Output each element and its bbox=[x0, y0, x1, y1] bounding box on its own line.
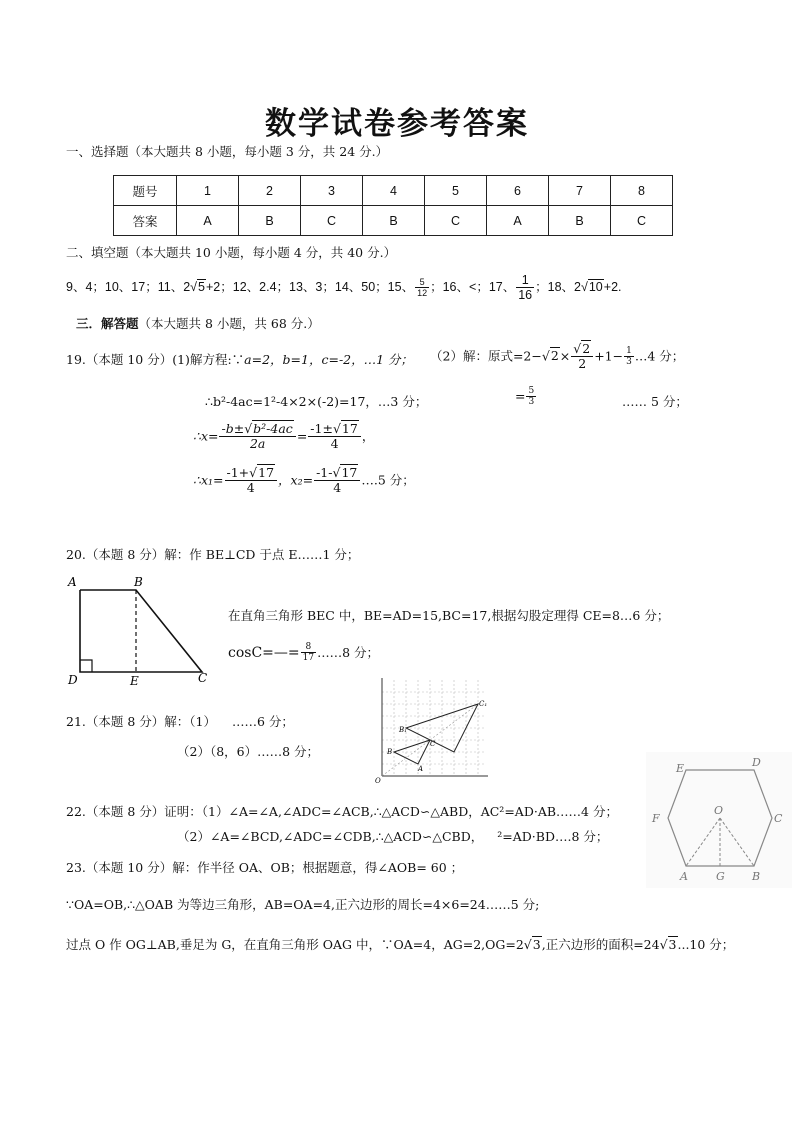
numerator: 1 bbox=[516, 273, 534, 288]
table-cell: C bbox=[611, 206, 673, 236]
label-b: B bbox=[387, 748, 393, 756]
text: 2 bbox=[574, 280, 581, 295]
answer-table bbox=[113, 175, 673, 236]
table-cell: A bbox=[487, 206, 549, 236]
text: a=2，b=1，c=-2，…1 分； bbox=[244, 352, 414, 367]
numerator: -1±√17 bbox=[308, 422, 361, 437]
q19-result bbox=[515, 386, 537, 408]
text: -1+ bbox=[226, 465, 250, 480]
fraction bbox=[301, 642, 316, 664]
table-cell: C bbox=[425, 206, 487, 236]
q23-line2: ∵OA=OB,∴△OAB 为等边三角形，AB=OA=4,正六边形的周长=4×6=24……5 分; bbox=[66, 897, 540, 912]
q19-roots bbox=[193, 466, 415, 496]
text: 过点 O 作 OG⊥AB,垂足为 G，在直角三角形 OAG 中，∵OA=4，AG=2,OG=2 bbox=[66, 937, 524, 952]
text: ；16、<；17、 bbox=[430, 280, 516, 295]
text: （本大题共 8 小题，共 68 分.） bbox=[138, 316, 320, 331]
q19-line1 bbox=[66, 350, 413, 368]
table-cell: 7 bbox=[549, 176, 611, 206]
denominator: 4 bbox=[333, 480, 342, 496]
fraction bbox=[219, 422, 295, 452]
text: 2 bbox=[183, 280, 191, 295]
table-cell: 8 bbox=[611, 176, 673, 206]
radicand: 10 bbox=[588, 280, 603, 295]
hexagon-figure bbox=[646, 752, 792, 888]
q22-line2 bbox=[177, 827, 608, 845]
label-c1: C₁ bbox=[479, 700, 488, 708]
table-cell: C bbox=[301, 206, 363, 236]
label-c: C bbox=[198, 671, 208, 685]
q19-discriminant: ∴b²-4ac=1²-4×2×(-2)=17，…3 分； bbox=[205, 394, 428, 409]
text: cosC=—= bbox=[228, 644, 300, 661]
text: ...10 分； bbox=[677, 937, 735, 952]
q21-head bbox=[66, 712, 294, 730]
table-cell: B bbox=[549, 206, 611, 236]
trapezoid-outline bbox=[80, 590, 202, 672]
denominator: 16 bbox=[518, 288, 533, 303]
label-g: G bbox=[716, 870, 725, 883]
label-b: B bbox=[134, 575, 143, 589]
denominator: 4 bbox=[246, 480, 255, 496]
table-row bbox=[114, 176, 673, 206]
denominator: 3 bbox=[528, 397, 535, 408]
text: 19.（本题 10 分）(1)解方程:∵ bbox=[66, 352, 245, 367]
numerator: 5 bbox=[415, 277, 429, 288]
text: …4 分； bbox=[634, 348, 685, 364]
fraction bbox=[225, 466, 278, 496]
q20-cos bbox=[228, 642, 379, 664]
text: × bbox=[559, 348, 571, 364]
text: 9、4；10、17；11、 bbox=[66, 280, 184, 295]
label-d: D bbox=[752, 756, 761, 769]
q20-head: 20.（本题 8 分）解：作 BE⊥CD 于点 E……1 分； bbox=[66, 547, 360, 562]
table-row bbox=[114, 206, 673, 236]
text: ∴x₁= bbox=[193, 472, 224, 488]
label-o: O bbox=[375, 777, 381, 785]
denominator: 3 bbox=[626, 357, 632, 368]
text: = bbox=[515, 388, 526, 404]
label-c: C bbox=[774, 812, 783, 825]
section3-heading bbox=[76, 314, 320, 332]
text: ……8 分； bbox=[317, 644, 380, 660]
table-cell: B bbox=[239, 206, 301, 236]
numerator: -1-√17 bbox=[314, 466, 360, 481]
radicand: 17 bbox=[341, 421, 358, 436]
text: -b± bbox=[221, 421, 245, 436]
table-cell: A bbox=[177, 206, 239, 236]
q19-formula bbox=[193, 422, 374, 452]
denominator: 17 bbox=[302, 653, 315, 664]
table-cell: 5 bbox=[425, 176, 487, 206]
numerator: 1 bbox=[626, 346, 632, 357]
section2-heading: 二、填空题（本大题共 10 小题，每小题 4 分，共 40 分.） bbox=[66, 245, 397, 260]
text: -1- bbox=[316, 465, 333, 480]
right-angle-mark bbox=[80, 660, 92, 672]
denominator: 12 bbox=[417, 288, 428, 299]
text: ，x₂= bbox=[278, 472, 314, 488]
table-cell: B bbox=[363, 206, 425, 236]
text: ， bbox=[361, 428, 375, 444]
q20-line1: 在直角三角形 BEC 中，BE=AD=15,BC=17,根据勾股定理得 CE=8…6 分； bbox=[228, 608, 670, 623]
page-title: 数学试卷参考答案 bbox=[265, 106, 529, 142]
label-a: A bbox=[418, 765, 424, 773]
text: +2；12、2.4；13、3；14、50；15、 bbox=[205, 280, 415, 295]
fraction bbox=[526, 386, 536, 408]
label-o: O bbox=[714, 804, 724, 817]
text: ……6 分； bbox=[231, 714, 294, 729]
text: 三．解答题 bbox=[76, 316, 139, 331]
radicand: 2 bbox=[550, 348, 559, 364]
label-b1: B₁ bbox=[399, 726, 407, 734]
q22-line1: 22.（本题 8 分）证明：（1）∠A=∠A,∠ADC=∠ACB,∴△ACD∽△ABD，AC²=AD·AB……4 分； bbox=[66, 804, 618, 819]
fraction bbox=[308, 422, 361, 452]
trapezoid-figure bbox=[64, 574, 214, 686]
numerator: -1+√17 bbox=[225, 466, 278, 481]
q23-head: 23.（本题 10 分）解：作半径 OA、OB；根据题意，得∠AOB= 60 ； bbox=[66, 860, 464, 875]
label-c: C bbox=[430, 740, 436, 748]
numerator: -b±√b²-4ac bbox=[219, 422, 295, 437]
text: = bbox=[296, 428, 308, 444]
text: +2. bbox=[603, 280, 622, 295]
radicand: b²-4ac bbox=[253, 421, 293, 436]
table-cell: 6 bbox=[487, 176, 549, 206]
row-label: 题号 bbox=[114, 176, 177, 206]
label-d: D bbox=[68, 673, 78, 686]
text: ,正六边形的面积=24 bbox=[541, 937, 660, 952]
fraction bbox=[314, 466, 360, 496]
label-e: E bbox=[130, 674, 139, 686]
label-a: A bbox=[68, 575, 77, 589]
radicand: 5 bbox=[198, 280, 205, 295]
fraction bbox=[415, 277, 429, 299]
radicand: 17 bbox=[258, 465, 275, 480]
row-label: 答案 bbox=[114, 206, 177, 236]
text: （2）∠A=∠BCD,∠ADC=∠CDB,∴△ACD∽△CBD， bbox=[177, 829, 484, 844]
numerator: 8 bbox=[301, 642, 316, 653]
table-cell: 2 bbox=[239, 176, 301, 206]
q21-line2: （2）（8，6）……8 分； bbox=[177, 744, 320, 759]
numerator: √2 bbox=[571, 342, 593, 357]
text: -1± bbox=[310, 421, 333, 436]
grid-lines bbox=[382, 680, 486, 776]
fraction bbox=[624, 346, 634, 368]
denominator bbox=[219, 437, 295, 451]
text: 2a bbox=[249, 436, 266, 452]
numerator: 5 bbox=[528, 386, 535, 396]
table-cell: 4 bbox=[363, 176, 425, 206]
denominator: 2 bbox=[578, 356, 587, 372]
q23-line3: 过点 O 作 OG⊥AB,垂足为 G，在直角三角形 OAG 中，∵OA=4，AG=2,OG=2√3,正六边形的面积=24√3...10 分； bbox=[66, 937, 735, 952]
text: +1− bbox=[594, 348, 624, 364]
grid-figure bbox=[366, 672, 498, 786]
text: ….5 分； bbox=[361, 472, 415, 488]
radicand: 3 bbox=[532, 937, 541, 952]
radicand: 2 bbox=[582, 341, 591, 356]
text: 21.（本题 8 分）解：（1） bbox=[66, 714, 216, 729]
fraction bbox=[571, 342, 593, 372]
table-cell: 1 bbox=[177, 176, 239, 206]
fill-answers: 9、4；10、17；11、2√5+2；12、2.4；13、3；14、50；15、 $\frac{5}{12}$ ；16、<；17、 $\frac{1}{16}$ ；18、2√10+2. bbox=[66, 273, 622, 303]
q19-result-points: …… 5 分； bbox=[622, 394, 688, 409]
text: （2）解：原式=2− bbox=[430, 348, 542, 364]
label-b: B bbox=[752, 870, 761, 883]
radicand: 17 bbox=[341, 465, 358, 480]
text: ；18、 bbox=[535, 280, 575, 295]
q19-part2: （2）解：原式=2−√2× $\frac{√2}{2}$ +1− $\frac{1}{3}$ …4 分； bbox=[430, 341, 685, 372]
section1-heading: 一、选择题（本大题共 8 小题，每小题 3 分，共 24 分.） bbox=[66, 144, 389, 159]
text: ²=AD·BD….8 分； bbox=[497, 829, 609, 844]
label-e: E bbox=[676, 762, 685, 775]
label-f: F bbox=[652, 812, 660, 825]
denominator: 4 bbox=[330, 436, 339, 452]
radicand: 3 bbox=[668, 937, 677, 952]
fraction bbox=[516, 273, 534, 303]
label-a: A bbox=[680, 870, 688, 883]
text: ∴x= bbox=[193, 428, 219, 444]
table-cell: 3 bbox=[301, 176, 363, 206]
